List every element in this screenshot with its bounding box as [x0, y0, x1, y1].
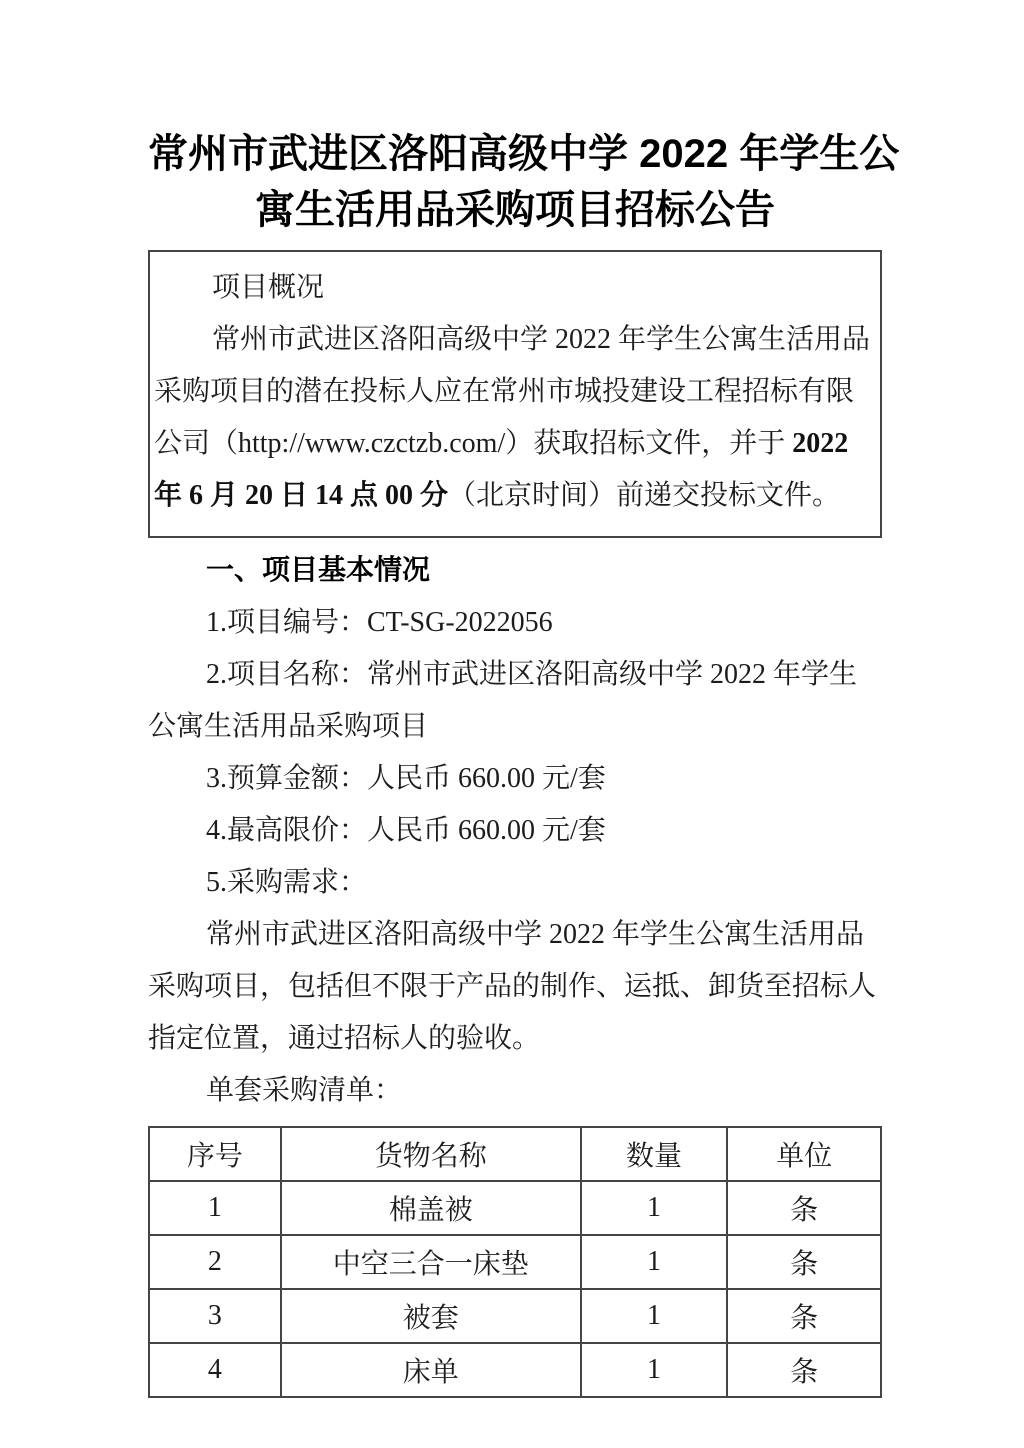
col-header-unit: 单位	[727, 1127, 881, 1181]
overview-text-line-2: 采购项目的潜在投标人应在常州市城投建设工程招标有限	[154, 376, 855, 407]
purchase-list-label: 单套采购清单：	[206, 1075, 403, 1106]
section-heading: 一、项目基本情况	[206, 555, 431, 586]
overview-text-line-3	[154, 418, 876, 470]
document-content	[148, 0, 900, 1398]
deadline-datetime: 年 6 月 20 日 14 点 00 分	[154, 480, 449, 511]
demand-para-line-2: 采购项目，包括但不限于产品的制作、运抵、卸货至招标人	[148, 971, 877, 1002]
cell-quantity: 1	[581, 1289, 727, 1343]
cell-quantity: 1	[581, 1181, 727, 1235]
budget-line: 3.预算金额：人民币 660.00 元/套	[206, 763, 606, 794]
col-header-goods-name: 货物名称	[281, 1127, 581, 1181]
title-line-1: 常州市武进区洛阳高级中学 2022 年学生公	[148, 132, 900, 176]
deadline-year: 2022	[792, 428, 849, 459]
table-row	[149, 1181, 881, 1235]
project-overview-box	[148, 250, 882, 538]
col-header-seq: 序号	[149, 1127, 281, 1181]
cell-goods-name: 棉盖被	[281, 1181, 581, 1235]
cell-seq: 4	[149, 1343, 281, 1397]
overview-url-text: 公司（http://www.czctzb.com/）获取招标文件，并于	[154, 428, 793, 459]
overview-text-line-4	[154, 470, 876, 522]
cell-seq: 3	[149, 1289, 281, 1343]
project-number-line: 1.项目编号：CT-SG-2022056	[206, 607, 553, 638]
cell-goods-name: 被套	[281, 1289, 581, 1343]
project-name-line-1: 2.项目名称：常州市武进区洛阳高级中学 2022 年学生	[206, 659, 858, 690]
demand-para-line-3: 指定位置，通过招标人的验收。	[148, 1023, 541, 1054]
procurement-demand-line: 5.采购需求：	[206, 867, 368, 898]
table-row	[149, 1235, 881, 1289]
deadline-suffix-text: （北京时间）前递交投标文件。	[448, 480, 841, 511]
table-header-row	[149, 1127, 881, 1181]
cell-unit: 条	[727, 1181, 881, 1235]
cell-goods-name: 床单	[281, 1343, 581, 1397]
cell-unit: 条	[727, 1343, 881, 1397]
cell-quantity: 1	[581, 1343, 727, 1397]
table-row	[149, 1343, 881, 1397]
cell-seq: 1	[149, 1181, 281, 1235]
cell-goods-name: 中空三合一床垫	[281, 1235, 581, 1289]
project-name-line-2: 公寓生活用品采购项目	[148, 711, 429, 742]
overview-text-line-1: 常州市武进区洛阳高级中学 2022 年学生公寓生活用品	[212, 324, 871, 355]
cell-unit: 条	[727, 1289, 881, 1343]
table-row	[149, 1289, 881, 1343]
demand-para-line-1: 常州市武进区洛阳高级中学 2022 年学生公寓生活用品	[206, 919, 865, 950]
price-limit-line: 4.最高限价：人民币 660.00 元/套	[206, 815, 606, 846]
cell-unit: 条	[727, 1235, 881, 1289]
overview-heading: 项目概况	[212, 272, 325, 303]
cell-quantity: 1	[581, 1235, 727, 1289]
purchase-list-table	[148, 1126, 882, 1398]
col-header-quantity: 数量	[581, 1127, 727, 1181]
document-title	[148, 126, 900, 238]
title-line-2: 寓生活用品采购项目招标公告	[255, 188, 775, 232]
section-basic-info	[148, 545, 882, 1117]
cell-seq: 2	[149, 1235, 281, 1289]
